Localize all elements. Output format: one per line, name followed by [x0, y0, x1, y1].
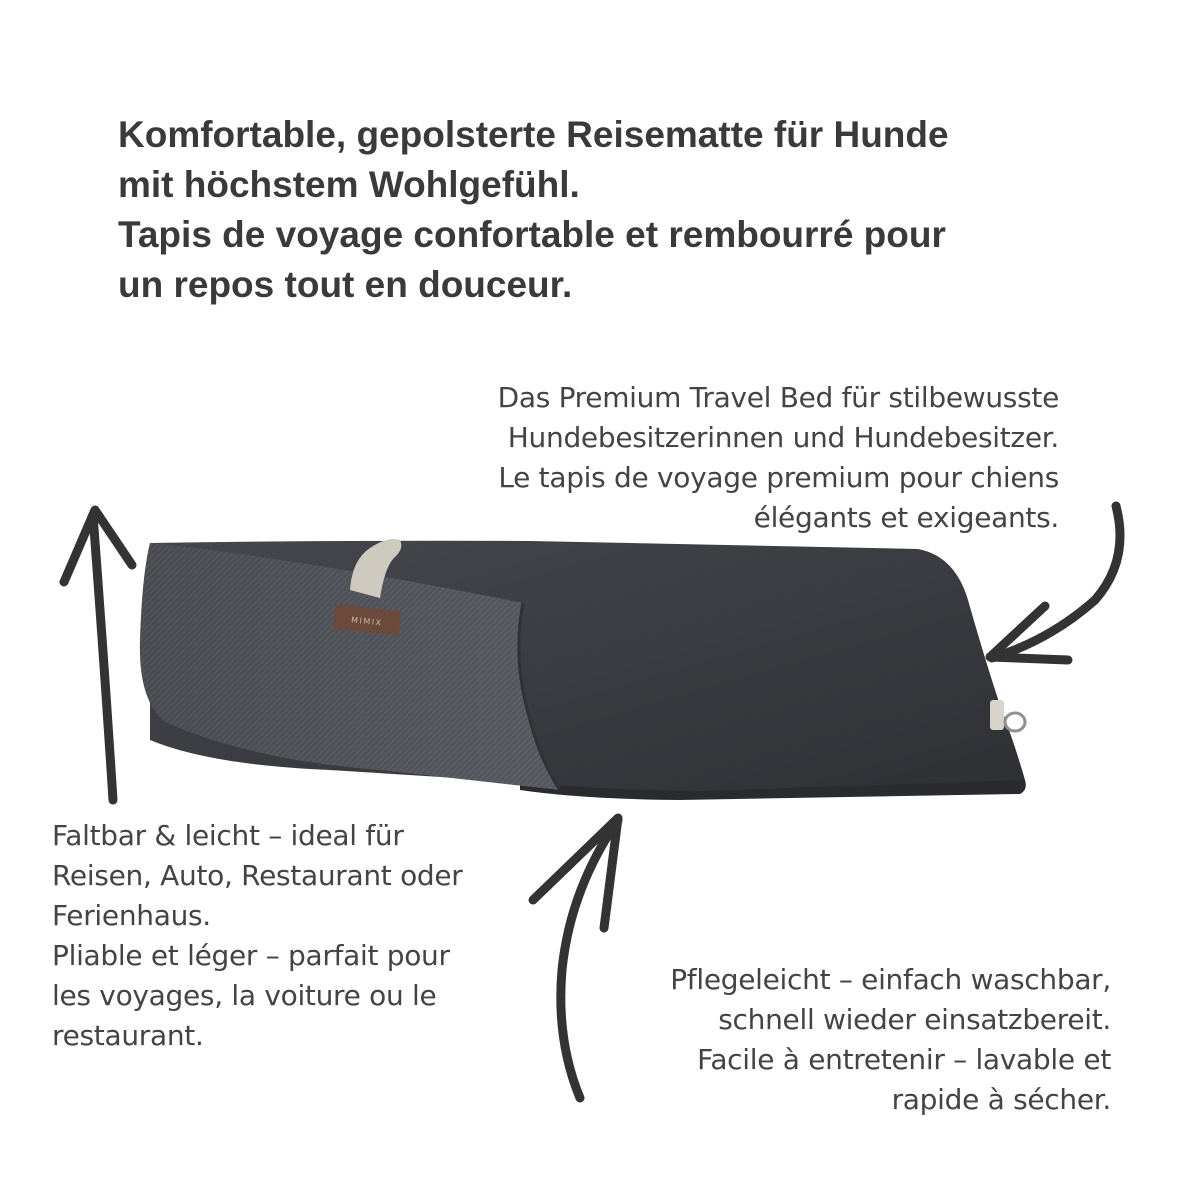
- callout-foldable-line-6: restaurant.: [52, 1019, 204, 1052]
- callout-premium-line-1: Das Premium Travel Bed für stilbewusste: [497, 381, 1059, 414]
- arrow-bottom-icon: [533, 818, 618, 1098]
- callout-easy-care-line-1: Pflegeleicht – einfach waschbar,: [670, 963, 1111, 996]
- callout-premium-line-3: Le tapis de voyage premium pour chiens: [498, 461, 1059, 494]
- callout-easy-care-line-4: rapide à sécher.: [891, 1083, 1111, 1116]
- callout-premium-line-2: Hundebesitzerinnen und Hundebesitzer.: [507, 421, 1059, 454]
- callout-foldable-line-4: Pliable et léger – parfait pour: [52, 939, 450, 972]
- d-ring: [1005, 713, 1025, 731]
- headline-line-3: Tapis de voyage confortable et rembourré pour: [118, 214, 946, 255]
- headline-line-2: mit höchstem Wohlgefühl.: [118, 164, 580, 205]
- headline-line-4: un repos tout en douceur.: [118, 264, 573, 305]
- callout-easy-care: [670, 960, 1111, 1120]
- callout-easy-care-line-3: Facile à entretenir – lavable et: [697, 1043, 1111, 1076]
- brand-label-text: MIMIX: [350, 615, 383, 628]
- callout-easy-care-line-2: schnell wieder einsatzbereit.: [718, 1003, 1111, 1036]
- arrow-left-icon: [64, 510, 132, 800]
- headline-line-1: Komfortable, gepolsterte Reisematte für Hunde: [118, 114, 949, 155]
- callout-foldable-line-1: Faltbar & leicht – ideal für: [52, 819, 404, 852]
- callout-premium-line-4: élégants et exigeants.: [753, 501, 1059, 534]
- d-ring-tab: [990, 700, 1004, 730]
- callout-foldable-line-2: Reisen, Auto, Restaurant oder: [52, 859, 463, 892]
- callout-foldable-line-3: Ferienhaus.: [52, 899, 211, 932]
- callout-foldable-line-5: les voyages, la voiture ou le: [52, 979, 437, 1012]
- callout-premium: [498, 378, 1059, 538]
- callout-foldable: [52, 816, 463, 1056]
